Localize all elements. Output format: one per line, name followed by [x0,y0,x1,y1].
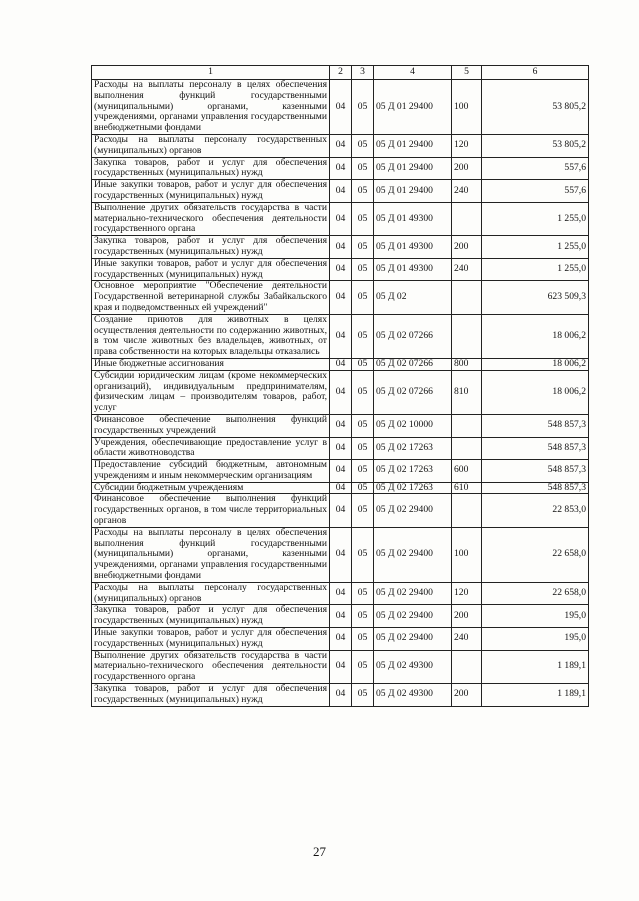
row-name-cell: Закупка товаров, работ и услуг для обеспечения государственных (муниципальных) нужд [92,605,330,628]
table-body [92,80,589,707]
row-section-cell: 04 [330,437,352,460]
row-target-code-cell: 05 Д 01 29400 [374,80,452,135]
table-row [92,527,589,582]
row-target-code-cell: 05 Д 01 29400 [374,134,452,157]
budget-table [91,65,589,707]
table-row [92,460,589,483]
header-col-5: 5 [452,66,482,80]
row-name-cell: Иные закупки товаров, работ и услуг для обеспечения государственных (муниципальных) нужд [92,180,330,203]
row-name-cell: Субсидии бюджетным учреждениям [92,482,330,494]
row-expense-type-cell [452,414,482,437]
row-name-cell: Закупка товаров, работ и услуг для обеспечения государственных (муниципальных) нужд [92,236,330,259]
row-expense-type-cell: 240 [452,258,482,281]
row-amount-cell: 623 509,3 [482,281,589,314]
row-target-code-cell: 05 Д 01 49300 [374,202,452,235]
row-section-cell: 04 [330,80,352,135]
row-expense-type-cell: 100 [452,80,482,135]
row-section-cell: 04 [330,414,352,437]
row-section-cell: 04 [330,134,352,157]
row-name-cell: Расходы на выплаты персоналу в целях обеспечения выполнения функций государственными (муниципальными) органами, казенными учреждениями, органами управления государственными внебюджетными фондами [92,80,330,135]
row-name-cell: Финансовое обеспечение выполнения функций государственных органов, в том числе территориальных органов [92,494,330,527]
row-expense-type-cell [452,650,482,683]
row-expense-type-cell [452,281,482,314]
row-name-cell: Создание приютов для животных в целях осуществления деятельности по содержанию животных, в том числе животных без владельцев, животных, от права собственности на которых владельцы отказались [92,314,330,358]
row-target-code-cell: 05 Д 02 17263 [374,437,452,460]
row-target-code-cell: 05 Д 02 17263 [374,482,452,494]
row-expense-type-cell: 600 [452,460,482,483]
header-col-2: 2 [330,66,352,80]
row-subsection-cell: 05 [352,314,374,358]
table-row [92,437,589,460]
row-expense-type-cell: 120 [452,134,482,157]
row-expense-type-cell: 200 [452,684,482,707]
row-target-code-cell: 05 Д 01 29400 [374,157,452,180]
row-target-code-cell: 05 Д 02 10000 [374,414,452,437]
row-amount-cell: 548 857,3 [482,482,589,494]
row-target-code-cell: 05 Д 02 07266 [374,370,452,414]
row-subsection-cell: 05 [352,202,374,235]
row-name-cell: Иные закупки товаров, работ и услуг для обеспечения государственных (муниципальных) нужд [92,628,330,651]
row-target-code-cell: 05 Д 01 49300 [374,236,452,259]
table-row [92,202,589,235]
row-subsection-cell: 05 [352,650,374,683]
row-subsection-cell: 05 [352,684,374,707]
table-row [92,358,589,370]
row-expense-type-cell: 240 [452,628,482,651]
table-row [92,650,589,683]
row-section-cell: 04 [330,650,352,683]
page-number: 27 [313,844,326,859]
row-amount-cell: 22 658,0 [482,527,589,582]
table-row [92,605,589,628]
row-subsection-cell: 05 [352,370,374,414]
budget-table-page [91,65,588,707]
row-section-cell: 04 [330,314,352,358]
table-row [92,370,589,414]
header-col-1: 1 [92,66,330,80]
row-section-cell: 04 [330,582,352,605]
table-row [92,180,589,203]
row-subsection-cell: 05 [352,414,374,437]
table-row [92,494,589,527]
row-target-code-cell: 05 Д 01 29400 [374,180,452,203]
row-amount-cell: 557,6 [482,180,589,203]
row-name-cell: Субсидии юридическим лицам (кроме некоммерческих организаций), индивидуальным предпринимателям, физическим лицам – производителям товаров, работ, услуг [92,370,330,414]
row-target-code-cell: 05 Д 02 49300 [374,650,452,683]
row-subsection-cell: 05 [352,236,374,259]
row-section-cell: 04 [330,482,352,494]
header-col-4: 4 [374,66,452,80]
header-col-3: 3 [352,66,374,80]
row-amount-cell: 1 189,1 [482,650,589,683]
row-subsection-cell: 05 [352,358,374,370]
row-target-code-cell: 05 Д 02 07266 [374,358,452,370]
row-name-cell: Расходы на выплаты персоналу в целях обеспечения выполнения функций государственными (муниципальными) органами, казенными учреждениями, органами управления государственными внебюджетными фондами [92,527,330,582]
table-row [92,684,589,707]
row-name-cell: Выполнение других обязательств государства в части материально-технического обеспечения деятельности государственного органа [92,202,330,235]
row-amount-cell: 18 006,2 [482,370,589,414]
table-row [92,314,589,358]
row-expense-type-cell: 610 [452,482,482,494]
row-name-cell: Иные закупки товаров, работ и услуг для обеспечения государственных (муниципальных) нужд [92,258,330,281]
row-target-code-cell: 05 Д 01 49300 [374,258,452,281]
row-section-cell: 04 [330,281,352,314]
table-row [92,134,589,157]
row-amount-cell: 53 805,2 [482,134,589,157]
row-amount-cell: 557,6 [482,157,589,180]
row-amount-cell: 548 857,3 [482,414,589,437]
row-name-cell: Закупка товаров, работ и услуг для обеспечения государственных (муниципальных) нужд [92,684,330,707]
table-row [92,582,589,605]
row-name-cell: Расходы на выплаты персоналу государственных (муниципальных) органов [92,582,330,605]
row-subsection-cell: 05 [352,437,374,460]
row-section-cell: 04 [330,157,352,180]
row-expense-type-cell: 800 [452,358,482,370]
table-row [92,258,589,281]
row-amount-cell: 1 255,0 [482,236,589,259]
row-name-cell: Основное мероприятие "Обеспечение деятельности Государственной ветеринарной службы Забайкальского края и подведомственных ей учреждений" [92,281,330,314]
row-expense-type-cell: 200 [452,236,482,259]
table-row [92,414,589,437]
row-target-code-cell: 05 Д 02 29400 [374,605,452,628]
row-amount-cell: 1 189,1 [482,684,589,707]
row-subsection-cell: 05 [352,157,374,180]
row-subsection-cell: 05 [352,180,374,203]
row-expense-type-cell [452,494,482,527]
row-section-cell: 04 [330,628,352,651]
row-target-code-cell: 05 Д 02 49300 [374,684,452,707]
row-name-cell: Выполнение других обязательств государства в части материально-технического обеспечения деятельности государственного органа [92,650,330,683]
row-section-cell: 04 [330,370,352,414]
row-expense-type-cell [452,437,482,460]
row-expense-type-cell [452,202,482,235]
row-subsection-cell: 05 [352,281,374,314]
row-subsection-cell: 05 [352,582,374,605]
row-section-cell: 04 [330,180,352,203]
row-subsection-cell: 05 [352,628,374,651]
row-section-cell: 04 [330,460,352,483]
row-target-code-cell: 05 Д 02 07266 [374,314,452,358]
row-expense-type-cell: 240 [452,180,482,203]
row-expense-type-cell: 810 [452,370,482,414]
row-target-code-cell: 05 Д 02 [374,281,452,314]
row-section-cell: 04 [330,202,352,235]
table-row [92,628,589,651]
row-expense-type-cell [452,314,482,358]
row-amount-cell: 195,0 [482,605,589,628]
row-name-cell: Закупка товаров, работ и услуг для обеспечения государственных (муниципальных) нужд [92,157,330,180]
row-target-code-cell: 05 Д 02 17263 [374,460,452,483]
row-subsection-cell: 05 [352,527,374,582]
row-amount-cell: 195,0 [482,628,589,651]
row-expense-type-cell: 120 [452,582,482,605]
row-subsection-cell: 05 [352,460,374,483]
row-subsection-cell: 05 [352,258,374,281]
row-amount-cell: 18 006,2 [482,314,589,358]
row-name-cell: Учреждения, обеспечивающие предоставление услуг в области животноводства [92,437,330,460]
row-section-cell: 04 [330,527,352,582]
row-amount-cell: 548 857,3 [482,437,589,460]
row-amount-cell: 1 255,0 [482,202,589,235]
row-name-cell: Финансовое обеспечение выполнения функций государственных учреждений [92,414,330,437]
row-subsection-cell: 05 [352,134,374,157]
row-section-cell: 04 [330,494,352,527]
row-section-cell: 04 [330,684,352,707]
header-col-6: 6 [482,66,589,80]
row-section-cell: 04 [330,358,352,370]
row-section-cell: 04 [330,236,352,259]
table-row [92,281,589,314]
row-amount-cell: 53 805,2 [482,80,589,135]
row-expense-type-cell: 100 [452,527,482,582]
row-target-code-cell: 05 Д 02 29400 [374,628,452,651]
row-name-cell: Иные бюджетные ассигнования [92,358,330,370]
row-target-code-cell: 05 Д 02 29400 [374,527,452,582]
row-subsection-cell: 05 [352,605,374,628]
row-amount-cell: 22 658,0 [482,582,589,605]
row-name-cell: Расходы на выплаты персоналу государственных (муниципальных) органов [92,134,330,157]
row-amount-cell: 1 255,0 [482,258,589,281]
table-row [92,482,589,494]
header-row [92,66,589,80]
row-amount-cell: 18 006,2 [482,358,589,370]
row-expense-type-cell: 200 [452,605,482,628]
table-row [92,80,589,135]
row-subsection-cell: 05 [352,80,374,135]
row-amount-cell: 22 853,0 [482,494,589,527]
row-target-code-cell: 05 Д 02 29400 [374,494,452,527]
row-section-cell: 04 [330,258,352,281]
row-expense-type-cell: 200 [452,157,482,180]
table-row [92,157,589,180]
table-row [92,236,589,259]
row-name-cell: Предоставление субсидий бюджетным, автономным учреждениям и иным некоммерческим организациям [92,460,330,483]
row-amount-cell: 548 857,3 [482,460,589,483]
row-subsection-cell: 05 [352,494,374,527]
row-section-cell: 04 [330,605,352,628]
row-subsection-cell: 05 [352,482,374,494]
row-target-code-cell: 05 Д 02 29400 [374,582,452,605]
